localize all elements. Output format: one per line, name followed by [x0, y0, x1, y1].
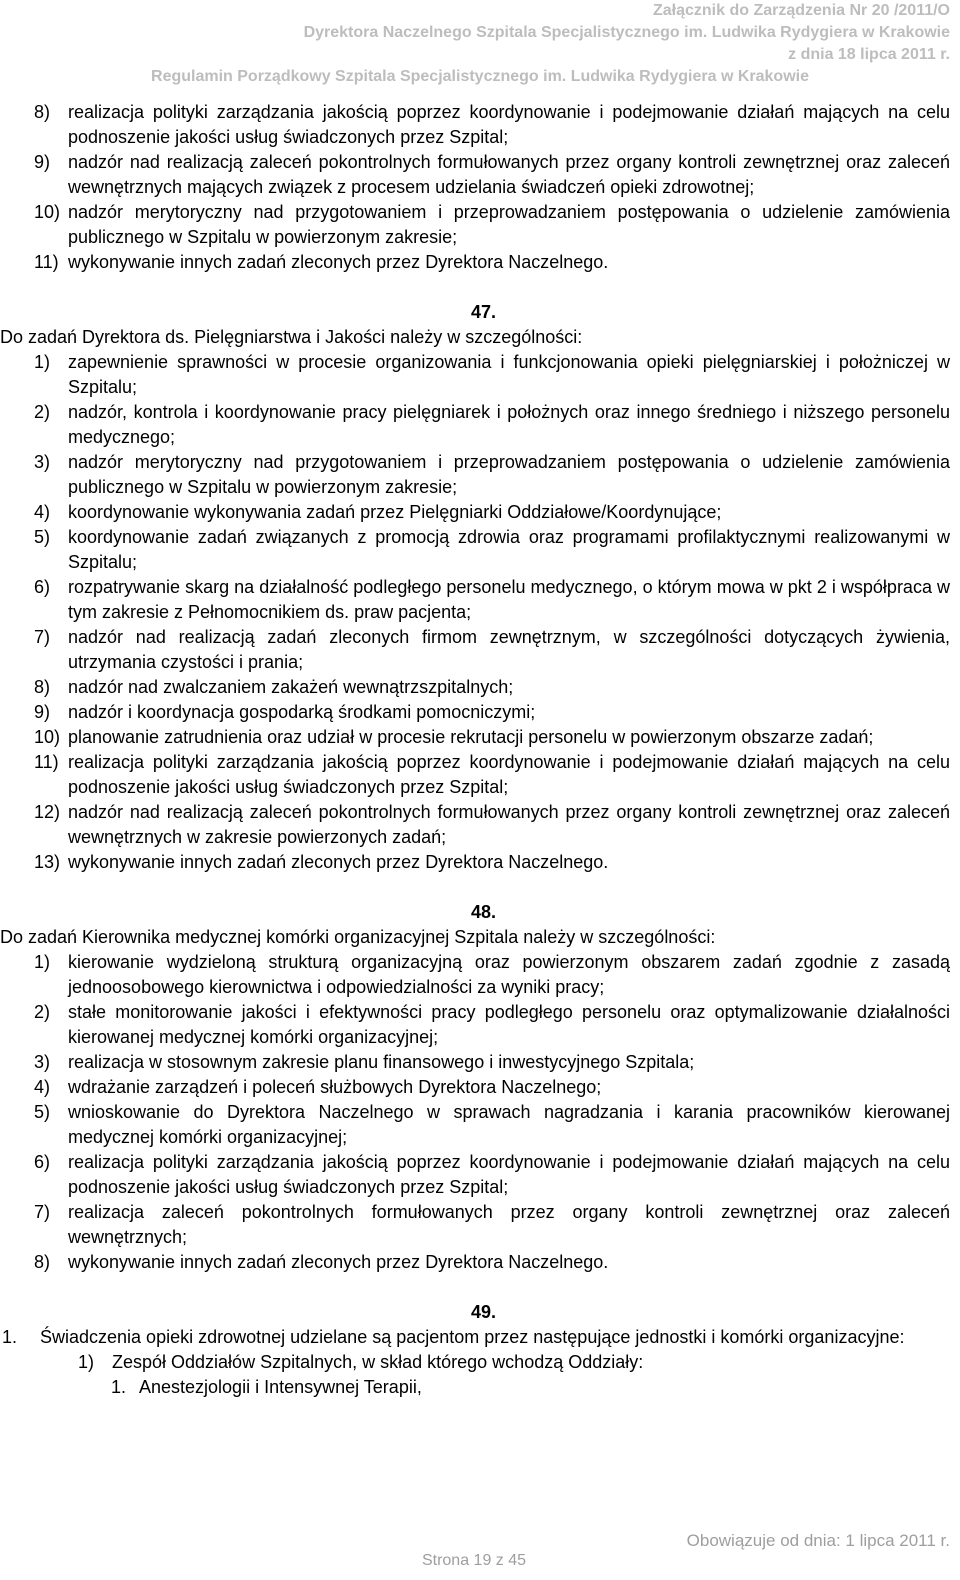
item-number: 11)	[34, 252, 59, 272]
section-48-intro: Do zadań Kierownika medycznej komórki organizacyjnej Szpitala należy w szczególności:	[0, 927, 716, 947]
document-body	[0, 100, 955, 1400]
list-item	[0, 950, 955, 1000]
item-number: 8)	[34, 1252, 51, 1272]
list-item	[0, 1200, 955, 1250]
item-text: nadzór nad realizacją zaleceń pokontrolnych formułowanych przez organy kontroli zewnętrznej oraz zaleceń wewnętrznych mających związek z procesem udzielania świadczeń opieki zdrowotnej;	[68, 152, 950, 197]
item-number: 6)	[34, 577, 51, 597]
section-47-intro: Do zadań Dyrektora ds. Pielęgniarstwa i Jakości należy w szczególności:	[0, 327, 583, 347]
item-text: nadzór nad zwalczaniem zakażeń wewnątrzszpitalnych;	[68, 677, 514, 697]
list-item	[0, 800, 955, 850]
list-item	[0, 575, 955, 625]
item-number: 12)	[34, 802, 61, 822]
section-heading-48: 48.	[470, 902, 497, 922]
item-text: nadzór merytoryczny nad przygotowaniem i przeprowadzaniem postępowania o udzielenie zamówienia publicznego w Szpitalu w powierzonym zakresie;	[68, 452, 950, 497]
section-heading-49: 49.	[470, 1302, 497, 1322]
footer-page-number: Strona 19 z 45	[421, 1552, 527, 1569]
item-text: zapewnienie sprawności w procesie organizowania i funkcjonowania opieki pielęgniarskiej i położniczej w Szpitalu;	[68, 352, 950, 397]
item-text: koordynowanie zadań związanych z promocją zdrowia oraz programami profilaktycznymi realizowanymi w Szpitalu;	[68, 527, 950, 572]
item-number: 5)	[34, 527, 51, 547]
item-number: 1)	[34, 952, 51, 972]
list-item	[0, 525, 955, 575]
list-item	[0, 1250, 955, 1275]
list-item	[0, 200, 955, 250]
item-text: rozpatrywanie skarg na działalność podległego personelu medycznego, o którym mowa w pkt 2 i współpraca w tym zakresie z Pełnomocnikiem ds. praw pacjenta;	[68, 577, 950, 622]
item-number: 3)	[34, 452, 51, 472]
item-number: 3)	[34, 1052, 51, 1072]
list-item	[0, 850, 955, 875]
list-item	[0, 725, 955, 750]
list-item	[0, 1000, 955, 1050]
list-item	[0, 1050, 955, 1075]
item-text: realizacja polityki zarządzania jakością poprzez koordynowanie i podejmowanie działań mających na celu podnoszenie jakości usług świadczonych przez Szpital;	[68, 1152, 950, 1197]
item-number: 10)	[34, 202, 61, 222]
item-number: 13)	[34, 852, 61, 872]
item-text: wykonywanie innych zadań zleconych przez Dyrektora Naczelnego.	[68, 252, 609, 272]
item-number: 5)	[34, 1102, 51, 1122]
item-number: 11)	[34, 752, 59, 772]
page-header	[304, 0, 950, 66]
item-text: realizacja polityki zarządzania jakością poprzez koordynowanie i podejmowanie działań mających na celu podnoszenie jakości usług świadczonych przez Szpital;	[68, 102, 950, 147]
item-number: 4)	[34, 502, 51, 522]
list-item	[0, 150, 955, 200]
item-text: nadzór, kontrola i koordynowanie pracy pielęgniarek i położnych oraz innego średniego i niższego personelu medycznego;	[68, 402, 950, 447]
item-text: planowanie zatrudnienia oraz udział w procesie rekrutacji personelu w powierzonym obszarze zadań;	[68, 727, 874, 747]
item-text: realizacja w stosownym zakresie planu finansowego i inwestycyjnego Szpitala;	[68, 1052, 695, 1072]
section-48-list	[0, 950, 955, 1275]
section-49-ward-1	[0, 1375, 955, 1400]
ward-number: 1.	[111, 1377, 127, 1397]
item-text: kierowanie wydzieloną strukturą organizacyjną oraz powierzonym obszarem zadań zgodnie z zasadą jednoosobowego kierownictwa i odpowiedzialności za wyniki pracy;	[68, 952, 950, 997]
item-text: nadzór i koordynacja gospodarką środkami pomocniczymi;	[68, 702, 536, 722]
list-item	[0, 1075, 955, 1100]
item-text: wykonywanie innych zadań zleconych przez Dyrektora Naczelnego.	[68, 852, 609, 872]
item-number: 9)	[34, 152, 51, 172]
item-number: 8)	[34, 677, 51, 697]
item-text: stałe monitorowanie jakości i efektywności pracy podległego personelu oraz optymalizowanie działalności kierowanej medycznej komórki organizacyjnej;	[68, 1002, 950, 1047]
item-text: wykonywanie innych zadań zleconych przez Dyrektora Naczelnego.	[68, 1252, 609, 1272]
list-item	[0, 250, 955, 275]
item-text: nadzór merytoryczny nad przygotowaniem i przeprowadzaniem postępowania o udzielenie zamówienia publicznego w Szpitalu w powierzonym zakresie;	[68, 202, 950, 247]
item-number: 9)	[34, 702, 51, 722]
header-line-1: Załącznik do Zarządzenia Nr 20 /2011/O	[652, 2, 950, 19]
item-number: 10)	[34, 727, 61, 747]
list-item	[0, 675, 955, 700]
top-item-list	[0, 100, 955, 275]
list-item	[0, 625, 955, 675]
list-item	[0, 500, 955, 525]
subitem-text: Zespół Oddziałów Szpitalnych, w skład którego wchodzą Oddziały:	[112, 1352, 644, 1372]
ward-text: Anestezjologii i Intensywnej Terapii,	[139, 1377, 422, 1397]
item-text: nadzór nad realizacją zadań zleconych firmom zewnętrznym, w szczególności dotyczących żywienia, utrzymania czystości i prania;	[68, 627, 950, 672]
list-item	[0, 750, 955, 800]
list-item	[0, 450, 955, 500]
item-text: realizacja zaleceń pokontrolnych formułowanych przez organy kontroli zewnętrznej oraz zaleceń wewnętrznych;	[68, 1202, 950, 1247]
item-number: 1)	[34, 352, 51, 372]
section-49-subitem-1	[0, 1350, 955, 1375]
item-text: nadzór nad realizacją zaleceń pokontrolnych formułowanych przez organy kontroli zewnętrznej oraz zaleceń wewnętrznych w zakresie powierzonych zadań;	[68, 802, 950, 847]
item-number: 4)	[34, 1077, 51, 1097]
item-number: 2)	[34, 402, 51, 422]
paragraph-text: Świadczenia opieki zdrowotnej udzielane są pacjentom przez następujące jednostki i komórki organizacyjne:	[40, 1327, 905, 1347]
list-item	[0, 1100, 955, 1150]
item-text: realizacja polityki zarządzania jakością poprzez koordynowanie i podejmowanie działań mających na celu podnoszenie jakości usług świadczonych przez Szpital;	[68, 752, 950, 797]
item-number: 8)	[34, 102, 51, 122]
header-line-2: Dyrektora Naczelnego Szpitala Specjalistycznego im. Ludwika Rydygiera w Krakowie	[303, 24, 950, 41]
item-text: wdrażanie zarządzeń i poleceń służbowych Dyrektora Naczelnego;	[68, 1077, 602, 1097]
item-number: 7)	[34, 1202, 51, 1222]
list-item	[0, 700, 955, 725]
item-number: 7)	[34, 627, 51, 647]
footer-effective-date: Obowiązuje od dnia: 1 lipca 2011 r.	[686, 1531, 950, 1550]
item-number: 2)	[34, 1002, 51, 1022]
item-text: koordynowanie wykonywania zadań przez Pielęgniarki Oddziałowe/Koordynujące;	[68, 502, 722, 522]
item-text: wnioskowanie do Dyrektora Naczelnego w sprawach nagradzania i karania pracowników kierowanej medycznej komórki organizacyjnej;	[68, 1102, 950, 1147]
section-heading-47: 47.	[470, 302, 497, 322]
list-item	[0, 1150, 955, 1200]
header-regulation: Regulamin Porządkowy Szpitala Specjalistycznego im. Ludwika Rydygiera w Krakowie	[151, 68, 809, 85]
list-item	[0, 100, 955, 150]
header-line-3: z dnia 18 lipca 2011 r.	[788, 46, 950, 63]
list-item	[0, 400, 955, 450]
subitem-number: 1)	[78, 1352, 95, 1372]
list-item	[0, 350, 955, 400]
section-49-paragraph-1	[0, 1325, 955, 1350]
section-47-list	[0, 350, 955, 875]
paragraph-number: 1.	[2, 1327, 18, 1347]
item-number: 6)	[34, 1152, 51, 1172]
